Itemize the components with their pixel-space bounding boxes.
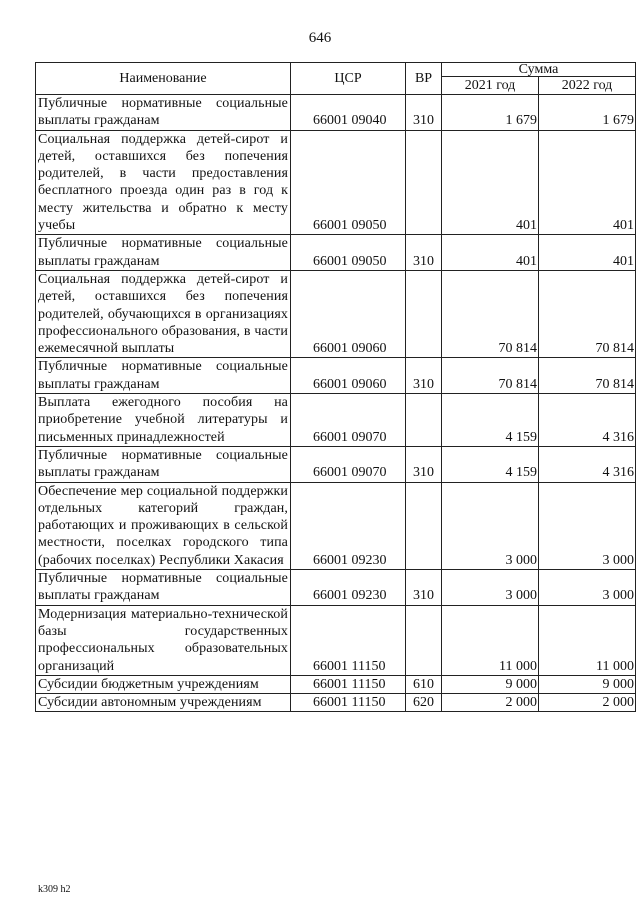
table-row [36,394,636,447]
header-year-2021: 2021 год [442,77,539,95]
row-vr [406,482,442,569]
table-row [36,605,636,675]
row-csr: 66001 09050 [291,235,406,271]
row-vr: 310 [406,358,442,394]
row-sum-2022: 70 814 [539,358,636,394]
row-vr: 310 [406,95,442,131]
row-sum-2022: 4 316 [539,446,636,482]
table-row [36,482,636,569]
row-vr: 610 [406,675,442,693]
row-sum-2021: 3 000 [442,570,539,606]
row-name: Субсидии автономным учреждениям [36,694,291,712]
row-sum-2021: 4 159 [442,394,539,447]
header-sum: Сумма [442,63,636,77]
header-year-2022: 2022 год [539,77,636,95]
row-csr: 66001 09230 [291,482,406,569]
row-name: Выплата ежегодного пособия на приобретение учебной литературы и письменных принадлежностей [36,394,291,447]
row-name: Публичные нормативные социальные выплаты гражданам [36,446,291,482]
table-row [36,675,636,693]
page-number: 646 [308,30,332,46]
row-csr: 66001 09060 [291,270,406,357]
row-sum-2021: 70 814 [442,270,539,357]
row-sum-2021: 3 000 [442,482,539,569]
row-sum-2021: 401 [442,130,539,235]
row-name: Публичные нормативные социальные выплаты гражданам [36,570,291,606]
row-sum-2021: 2 000 [442,694,539,712]
row-name: Социальная поддержка детей-сирот и детей, оставшихся без попечения родителей, обучающихся в организациях профессионального образования, в части ежемесячной выплаты [36,270,291,357]
row-sum-2022: 9 000 [539,675,636,693]
row-name: Публичные нормативные социальные выплаты гражданам [36,235,291,271]
table-row [36,358,636,394]
row-sum-2021: 11 000 [442,605,539,675]
table-row [36,270,636,357]
row-vr [406,605,442,675]
row-vr [406,394,442,447]
row-csr: 66001 09070 [291,394,406,447]
header-csr: ЦСР [291,63,406,95]
row-csr: 66001 09040 [291,95,406,131]
row-csr: 66001 09050 [291,130,406,235]
row-csr: 66001 09230 [291,570,406,606]
row-sum-2022: 4 316 [539,394,636,447]
row-name: Социальная поддержка детей-сирот и детей, оставшихся без попечения родителей, в части предоставления бесплатного проезда один раз в год к месту жительства и обратно к месту учебы [36,130,291,235]
table-body [36,95,636,712]
header-name: Наименование [36,63,291,95]
row-vr: 620 [406,694,442,712]
row-csr: 66001 11150 [291,675,406,693]
header-row-top [36,63,636,77]
row-sum-2021: 401 [442,235,539,271]
footer-code: k309 h2 [38,884,71,895]
row-name: Публичные нормативные социальные выплаты гражданам [36,95,291,131]
row-name: Обеспечение мер социальной поддержки отдельных категорий граждан, работающих и проживающих в сельской местности, поселках городского типа (рабочих поселках) Республики Хакасия [36,482,291,569]
row-sum-2022: 1 679 [539,95,636,131]
row-name: Субсидии бюджетным учреждениям [36,675,291,693]
row-sum-2022: 2 000 [539,694,636,712]
row-vr: 310 [406,235,442,271]
row-vr [406,270,442,357]
row-sum-2022: 3 000 [539,482,636,569]
row-csr: 66001 11150 [291,605,406,675]
table-row [36,694,636,712]
row-sum-2022: 401 [539,235,636,271]
row-csr: 66001 09070 [291,446,406,482]
row-sum-2021: 1 679 [442,95,539,131]
table-row [36,95,636,131]
row-sum-2021: 70 814 [442,358,539,394]
table-row [36,235,636,271]
budget-table [35,62,636,712]
header-vr: ВР [406,63,442,95]
row-name: Публичные нормативные социальные выплаты гражданам [36,358,291,394]
row-vr: 310 [406,446,442,482]
row-sum-2021: 9 000 [442,675,539,693]
table-row [36,570,636,606]
table-row [36,130,636,235]
row-sum-2022: 11 000 [539,605,636,675]
row-csr: 66001 09060 [291,358,406,394]
row-sum-2022: 401 [539,130,636,235]
row-csr: 66001 11150 [291,694,406,712]
row-name: Модернизация материально-технической базы государственных профессиональных образовательных организаций [36,605,291,675]
table-row [36,446,636,482]
row-vr: 310 [406,570,442,606]
row-vr [406,130,442,235]
row-sum-2022: 70 814 [539,270,636,357]
row-sum-2022: 3 000 [539,570,636,606]
row-sum-2021: 4 159 [442,446,539,482]
